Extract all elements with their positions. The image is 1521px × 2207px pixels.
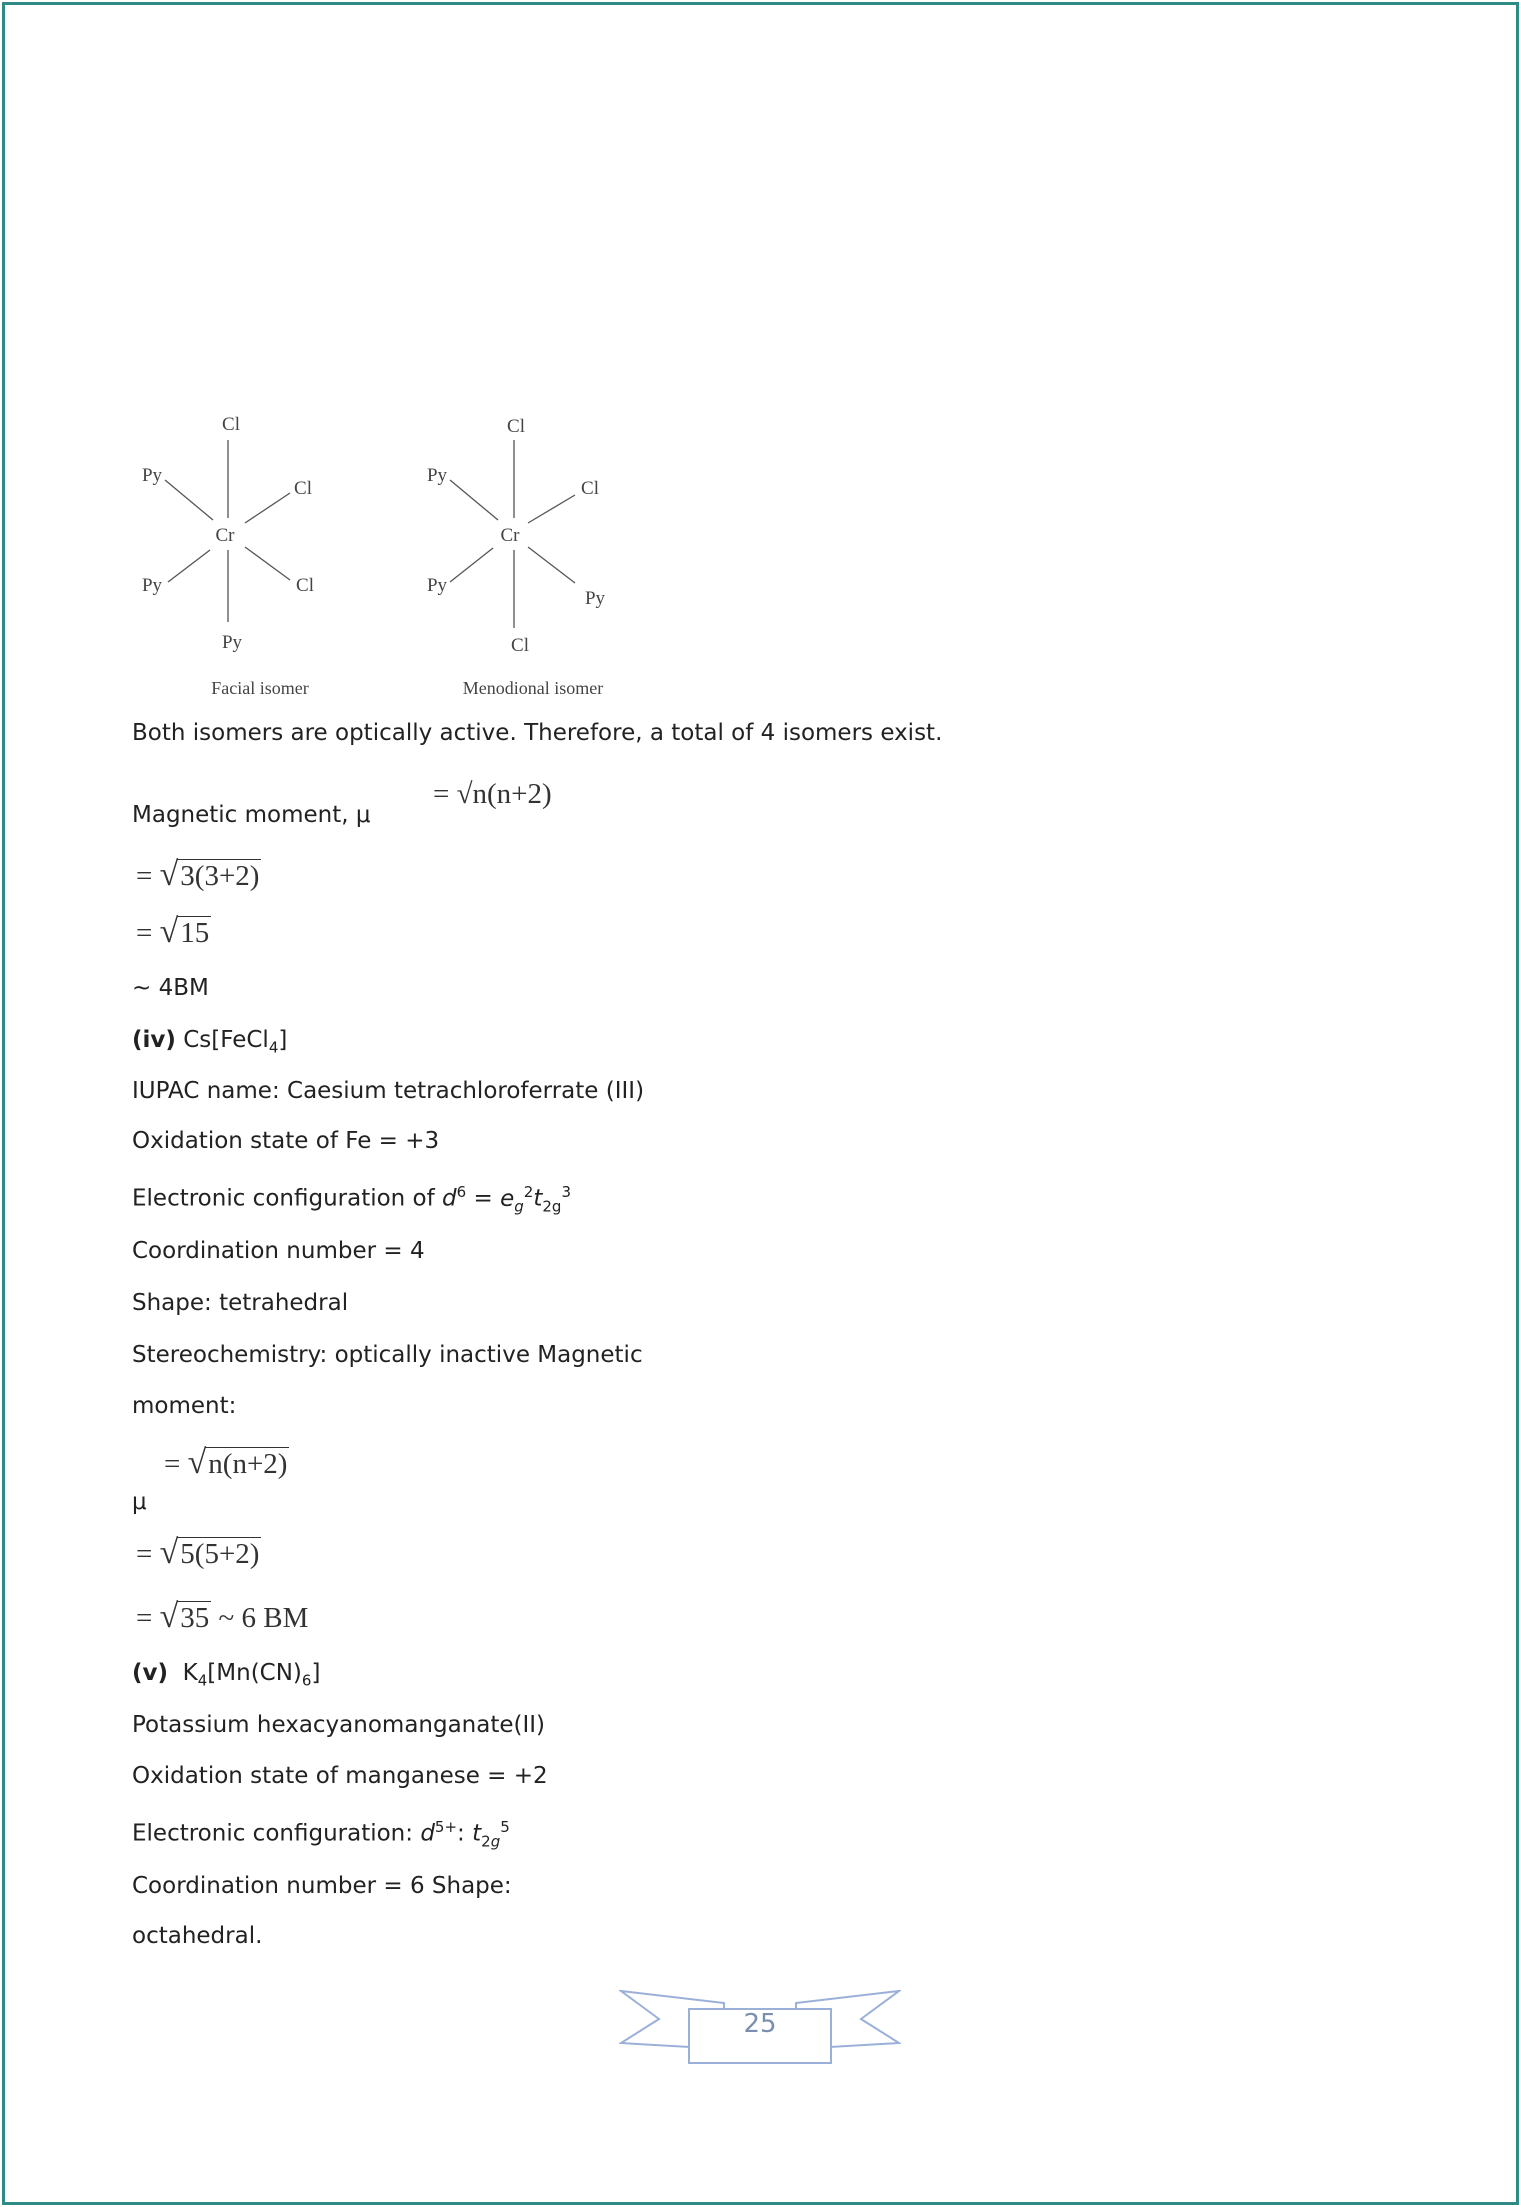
meridional-isomer	[427, 416, 606, 698]
atom-label: Cr	[215, 525, 235, 546]
atom-label: Py	[221, 632, 243, 653]
atom-label: Cl	[222, 414, 240, 435]
iupac-name: IUPAC name: Caesium tetrachloroferrate (III)	[132, 1078, 645, 1104]
mu-symbol: μ	[132, 1489, 147, 1515]
atom-label: Cl	[294, 478, 312, 499]
facial-isomer	[142, 414, 314, 698]
isomers-statement: Both isomers are optically active. Therefore, a total of 4 isomers exist.	[132, 720, 943, 746]
shape-octahedral: octahedral.	[132, 1923, 263, 1949]
meridional-caption: Menodional isomer	[462, 678, 604, 698]
atom-label: Py	[141, 575, 163, 596]
stereochemistry: Stereochemistry: optically inactive Magnetic	[132, 1342, 643, 1368]
atom-label: Py	[584, 588, 606, 609]
atom-label: Cl	[296, 575, 314, 596]
page-number-banner	[619, 1985, 901, 2065]
atom-label: Cl	[507, 416, 525, 437]
electronic-config-fe: Electronic configuration of $d^6 = e_g^2t_{2g}^3$	[132, 1183, 571, 1216]
moment-label: moment:	[132, 1393, 237, 1419]
atom-label: Py	[426, 465, 448, 486]
coordination-number-6: Coordination number = 6 Shape:	[132, 1873, 512, 1899]
shape-tetrahedral: Shape: tetrahedral	[132, 1290, 349, 1316]
electronic-config-mn: Electronic configuration: $d^{5+}$: $t_{2g}^5$	[132, 1818, 510, 1851]
page-number: 25	[743, 2009, 777, 2039]
equation: = √5(5+2)	[136, 1534, 260, 1571]
atom-label: Cl	[581, 478, 599, 499]
section-iv-heading: (iv) Cs[FeCl$_4$]	[132, 1027, 288, 1057]
atom-label: Cl	[511, 635, 529, 656]
facial-caption: Facial isomer	[211, 678, 309, 698]
magnetic-moment-formula: = √n(n+2)	[433, 778, 552, 810]
equation: = √3(3+2)	[136, 856, 260, 893]
equation: = √35 ~ 6 BM	[136, 1598, 309, 1635]
isomer-diagram	[120, 390, 760, 710]
atom-label: Py	[141, 465, 163, 486]
equation: = √15	[136, 913, 210, 950]
oxidation-state-fe: Oxidation state of Fe = +3	[132, 1128, 440, 1154]
compound-name: Potassium hexacyanomanganate(II)	[132, 1712, 546, 1738]
coordination-number-4: Coordination number = 4	[132, 1238, 425, 1264]
magnetic-moment-label: Magnetic moment, μ	[132, 802, 371, 828]
atom-label: Cr	[500, 525, 520, 546]
section-v-heading: (v) $K_4[Mn(CN)_6]$	[132, 1660, 321, 1690]
oxidation-state-mn: Oxidation state of manganese = +2	[132, 1763, 548, 1789]
magnetic-moment-result: ~ 4BM	[132, 975, 209, 1001]
mu-formula: = √n(n+2)	[164, 1444, 288, 1481]
atom-label: Py	[426, 575, 448, 596]
